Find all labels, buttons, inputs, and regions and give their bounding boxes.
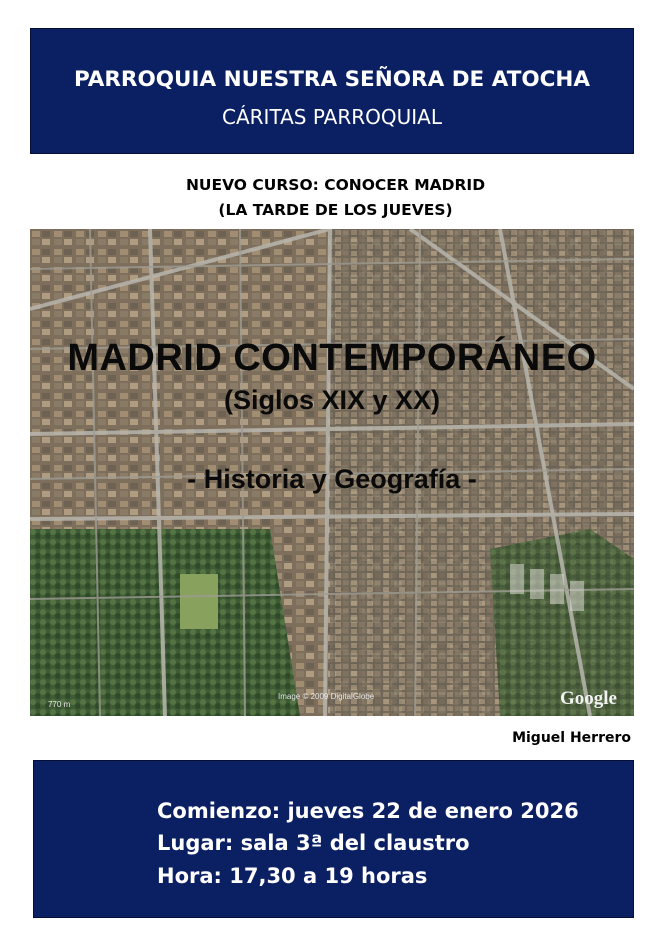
parish-subtitle: CÁRITAS PARROQUIAL [222, 105, 442, 129]
image-credit: Image © 2009 DigitalGlobe [278, 692, 375, 701]
info-banner [33, 760, 634, 918]
location: Lugar: sala 3ª del claustro [157, 831, 470, 855]
start-date: Comienzo: jueves 22 de enero 2026 [157, 799, 579, 823]
course-schedule-note: (LA TARDE DE LOS JUEVES) [218, 201, 453, 219]
header-banner [30, 28, 634, 154]
overlay-title: MADRID CONTEMPORÁNEO [67, 337, 597, 379]
overlay-subtitle: (Siglos XIX y XX) [223, 385, 441, 415]
overlay-theme: - Historia y Geografía - [187, 464, 477, 494]
time: Hora: 17,30 a 19 horas [157, 864, 428, 888]
parish-title: PARROQUIA NUESTRA SEÑORA DE ATOCHA [73, 67, 591, 92]
scale-label: 770 m [48, 700, 71, 709]
course-heading: NUEVO CURSO: CONOCER MADRID [185, 176, 486, 194]
author-name: Miguel Herrero [512, 730, 631, 746]
aerial-city-image [30, 229, 634, 716]
google-logo: Google [560, 688, 617, 709]
